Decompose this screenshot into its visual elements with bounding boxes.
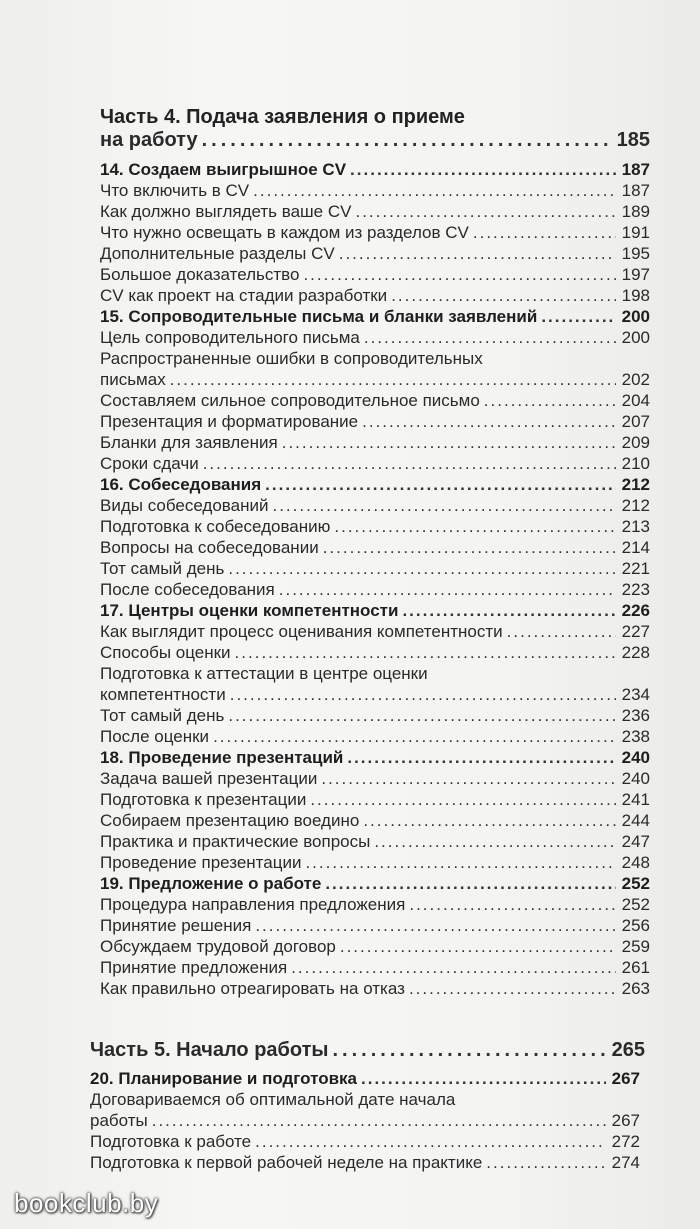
dot-leader [305,853,616,873]
page-number: 189 [621,202,650,221]
entry-title: Проведение презентации [100,853,302,872]
toc-entry [100,853,650,873]
page-number: 200 [621,328,650,347]
dot-leader [325,874,616,894]
part-4-title: Часть 4. Подача заявления о приеме [100,106,465,128]
entry-title: Виды собеседований [100,496,269,515]
entry-title: Бланки для заявления [100,433,278,452]
chapter-19-heading [100,874,650,894]
page-number: 210 [621,454,650,473]
page-number: 248 [621,853,650,872]
dot-leader [391,286,616,306]
page-number: 195 [621,244,650,263]
part-5-heading [90,1038,645,1062]
entry-title: Составляем сильное сопроводительное письмо [100,391,480,410]
entry-title: Подготовка к первой рабочей неделе на практике [90,1153,483,1172]
chapter-title: 16. Собеседования [100,475,262,494]
page-number: 209 [621,433,650,452]
dot-leader [409,895,616,915]
part-4-title-line2: на работу [100,129,198,151]
entry-title: Обсуждаем трудовой договор [100,937,336,956]
toc-entry [100,370,650,390]
page-number: 240 [621,769,650,788]
entry-title: Принятие предложения [100,958,288,977]
page-number: 265 [611,1039,645,1061]
chapter-16-heading [100,475,650,495]
page-number: 267 [611,1111,640,1130]
chapter-title: 14. Создаем выигрышное CV [100,160,347,179]
page-number: 272 [611,1132,640,1151]
entry-title: Что включить в CV [100,181,250,200]
entry-title: Процедура направления предложения [100,895,406,914]
toc-entry [100,223,650,243]
dot-leader [253,181,616,201]
page-number: 197 [621,265,650,284]
entry-title: Презентация и форматирование [100,412,359,431]
dot-leader [230,685,616,705]
page-number: 212 [621,496,650,515]
toc-entry [100,202,650,222]
dot-leader [282,433,616,453]
page-number: 236 [621,706,650,725]
toc-entry [100,286,650,306]
dot-leader [228,559,616,579]
chapter-20-heading [90,1069,640,1089]
toc-entry [100,412,650,432]
entry-title: Подготовка к работе [90,1132,252,1151]
page-number: 259 [621,937,650,956]
page-number: 221 [621,559,650,578]
toc-entry [100,832,650,852]
part-title: Часть 5. Начало работы [90,1039,329,1061]
toc-entry [100,727,650,747]
toc-entry [90,1153,640,1173]
dot-leader [202,128,613,152]
dot-leader [333,1038,608,1062]
entry-title: Как выглядит процесс оценивания компетентности [100,622,503,641]
dot-leader [473,223,616,243]
watermark: bookclub.by [14,1188,159,1218]
dot-leader [507,622,616,642]
dot-leader [362,412,616,432]
toc-entry [100,685,650,705]
toc-entry [100,895,650,915]
toc-entry [100,559,650,579]
entry-title: Как правильно отреагировать на отказ [100,979,405,998]
dot-leader [152,1111,606,1131]
page-number: 244 [621,811,650,830]
entry-title: Подготовка к собеседованию [100,517,331,536]
dot-leader [363,811,616,831]
toc-entry [100,181,650,201]
dot-leader [228,706,616,726]
chapter-title: 19. Предложение о работе [100,874,322,893]
page-number: 207 [621,412,650,431]
toc-entry [100,454,650,474]
toc-entry [100,265,650,285]
page-number: 240 [621,748,650,767]
entry-title: Сроки сдачи [100,454,199,473]
page-number: 202 [621,370,650,389]
entry-title: Что нужно освещать в каждом из разделов CV [100,223,469,242]
chapter-18-heading [100,748,650,768]
page-number: 238 [621,727,650,746]
toc-entry [100,706,650,726]
page-number: 263 [621,979,650,998]
page-number: 212 [621,475,650,494]
dot-leader [409,979,616,999]
dot-leader [170,370,616,390]
chapter-17-heading [100,601,650,621]
entry-title: Вопросы на собеседовании [100,538,319,557]
toc-entry [100,517,650,537]
part-4-title-cont [100,128,650,152]
page-number: 223 [621,580,650,599]
toc-entry [100,433,650,453]
entry-title: Большое доказательство [100,265,300,284]
page-number: 191 [621,223,650,242]
chapter-title: 17. Центры оценки компетентности [100,601,399,620]
entry-title: Тот самый день [100,706,225,725]
dot-leader [347,748,616,768]
toc-entry [100,937,650,957]
toc-entry [90,1111,640,1131]
page-number: 204 [621,391,650,410]
toc-entry [100,979,650,999]
page-number: 234 [621,685,650,704]
entry-title: Собираем презентацию воедино [100,811,360,830]
toc-entry [100,643,650,663]
entry-title-line1: Подготовка к аттестации в центре оценки [100,664,428,683]
entry-title: После оценки [100,727,210,746]
page-number: 198 [621,286,650,305]
toc-entry [100,916,650,936]
entry-title: Дополнительные разделы CV [100,244,335,263]
toc-entry [100,538,650,558]
page-number: 252 [621,895,650,914]
page-number: 187 [621,160,650,179]
dot-leader [402,601,616,621]
toc-entry [100,391,650,411]
dot-leader [364,328,616,348]
page-number: 247 [621,832,650,851]
page-number: 261 [621,958,650,977]
page-number: 187 [621,181,650,200]
dot-leader [303,265,616,285]
chapter-title: 20. Планирование и подготовка [90,1069,358,1088]
entry-title: Способы оценки [100,643,231,662]
dot-leader [272,496,616,516]
entry-title-line1: Распространенные ошибки в сопроводительных [100,349,483,368]
entry-title: Подготовка к презентации [100,790,307,809]
toc-entry [100,622,650,642]
page-number: 226 [621,601,650,620]
dot-leader [213,727,616,747]
entry-title: После собеседования [100,580,275,599]
page-number: 228 [621,643,650,662]
page-number: 200 [621,307,650,326]
dot-leader [323,538,616,558]
entry-title: Практика и практические вопросы [100,832,371,851]
entry-title: письмах [100,370,166,389]
entry-title-line1: Договариваемся об оптимальной дате начала [90,1090,456,1109]
dot-leader [255,916,616,936]
dot-leader [355,202,616,222]
toc-entry [100,769,650,789]
chapter-15-heading [100,307,650,327]
page-number: 185 [616,129,650,151]
page-number: 241 [621,790,650,809]
dot-leader [291,958,616,978]
dot-leader [374,832,616,852]
dot-leader [361,1069,606,1089]
dot-leader [235,643,616,663]
page-number: 227 [621,622,650,641]
page-number: 214 [621,538,650,557]
entry-title: Как должно выглядеть ваше CV [100,202,352,221]
page-number: 252 [621,874,650,893]
dot-leader [279,580,616,600]
dot-leader [334,517,616,537]
toc-entry [100,328,650,348]
entry-title: Тот самый день [100,559,225,578]
toc-entry [100,811,650,831]
toc-entry [100,496,650,516]
dot-leader [484,391,616,411]
chapter-title: 18. Проведение презентаций [100,748,344,767]
entry-title: компетентности [100,685,226,704]
toc-entry [100,244,650,264]
dot-leader [310,790,616,810]
page-number: 267 [611,1069,640,1088]
dot-leader [203,454,616,474]
entry-title: Задача вашей презентации [100,769,318,788]
entry-title: работы [90,1111,148,1130]
chapter-title: 15. Сопроводительные письма и бланки заявлений [100,307,538,326]
dot-leader [321,769,616,789]
chapter-14-heading [100,160,650,180]
entry-title: Цель сопроводительного письма [100,328,360,347]
dot-leader [340,937,616,957]
toc-entry [100,790,650,810]
page-number: 256 [621,916,650,935]
dot-leader [255,1132,606,1152]
entry-title: CV как проект на стадии разработки [100,286,388,305]
toc-entry [100,958,650,978]
dot-leader [350,160,616,180]
page-number: 213 [621,517,650,536]
entry-title: Принятие решения [100,916,252,935]
toc-entry [100,580,650,600]
dot-leader [486,1153,606,1173]
dot-leader [541,307,616,327]
page-number: 274 [611,1153,640,1172]
dot-leader [265,475,616,495]
dot-leader [339,244,616,264]
toc-entry [90,1132,640,1152]
